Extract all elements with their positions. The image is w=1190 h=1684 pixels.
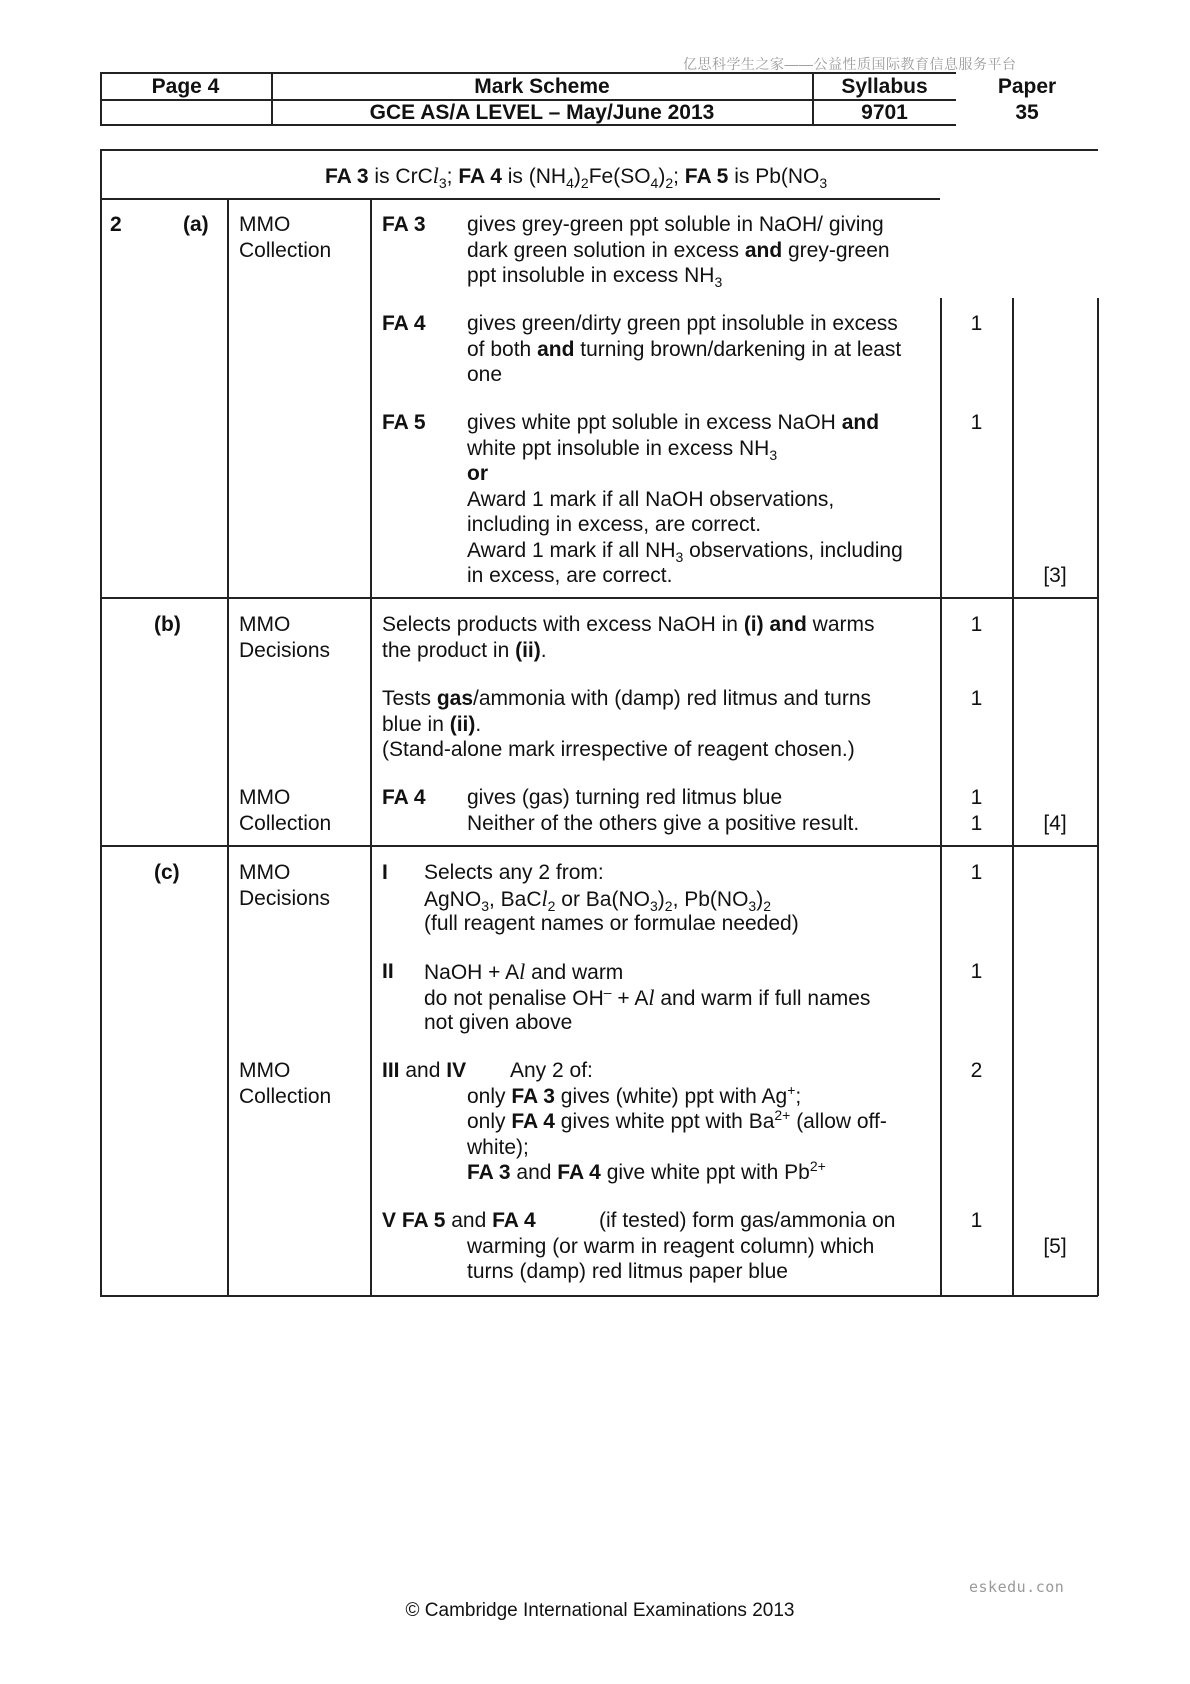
a-fa4-mark: 1 bbox=[970, 312, 983, 335]
a-fa4-line-3: one bbox=[467, 363, 503, 386]
a-fa5-line-1: gives white ppt soluble in excess NaOH and bbox=[467, 411, 880, 434]
c-i-line-2: AgNO$_3$, BaCl$_2$ or $Ba(NO_3)_2$, $Pb(NO_3)_2$ bbox=[424, 885, 772, 914]
c-i-label: I bbox=[382, 861, 388, 884]
c-ii-line-3: not given above bbox=[424, 1011, 573, 1034]
c-i-mark: 1 bbox=[970, 861, 983, 884]
part-a-skill-1: MMO bbox=[239, 213, 291, 236]
c-iii-iv-label: III and IV bbox=[382, 1059, 467, 1082]
a-fa3-label: FA 3 bbox=[382, 213, 426, 236]
part-c-skill-1: MMO bbox=[239, 861, 291, 884]
syllabus-label: Syllabus bbox=[841, 75, 928, 98]
b-mark-3: 1 bbox=[970, 786, 983, 809]
b-line-5: (Stand-alone mark irrespective of reagent chosen.) bbox=[382, 738, 855, 761]
c-i-line-3: (full reagent names or formulae needed) bbox=[424, 912, 799, 935]
c-ii-line-2: do not penalise OH– + Al and warm if full names bbox=[424, 983, 871, 1010]
part-b-label: (b) bbox=[154, 613, 181, 636]
watermark-top: 亿思科学生之家——公益性质国际教育信息服务平台 bbox=[683, 56, 1017, 72]
part-c-skill-2: Decisions bbox=[239, 886, 331, 910]
watermark-bottom: eskedu.con bbox=[969, 1578, 1065, 1596]
a-fa4-line-1: gives green/dirty green ppt insoluble in excess bbox=[467, 312, 898, 335]
b-line-1: Selects products with excess NaOH in (i) and warms bbox=[382, 613, 875, 636]
c-iii-mark: 2 bbox=[970, 1059, 983, 1082]
part-c-skill-4: Collection bbox=[239, 1084, 332, 1108]
paper-label: Paper bbox=[997, 75, 1057, 98]
c-ii-mark: 1 bbox=[970, 960, 983, 983]
b-line-3: Tests gas/ammonia with (damp) red litmus and turns bbox=[382, 687, 872, 710]
c-v-mark: 1 bbox=[970, 1209, 983, 1232]
a-fa5-mark: 1 bbox=[970, 411, 983, 434]
part-c-label: (c) bbox=[154, 861, 180, 884]
a-fa3-line-2: dark green solution in excess and grey-green bbox=[467, 238, 890, 262]
a-fa5-line-5: including in excess, are correct. bbox=[467, 513, 762, 536]
c-iii-line-5: FA 3 and FA 4 give white ppt with $Pb^{2+}$ bbox=[467, 1158, 826, 1184]
c-ii-label: II bbox=[382, 960, 394, 983]
document-title: Mark Scheme bbox=[474, 75, 610, 98]
syllabus-value: 9701 bbox=[861, 101, 908, 124]
a-total: [3] bbox=[1043, 564, 1067, 587]
b-total: [4] bbox=[1043, 811, 1067, 835]
paper-value: 35 bbox=[1015, 101, 1039, 124]
intro-formulae: FA 3 is CrCl$_3$; FA 4 is $(NH_4)_2Fe(SO_4)_2$; FA 5 is $Pb(NO_3$ bbox=[325, 163, 828, 192]
b-fa4-line-2: Neither of the others give a positive result. bbox=[467, 811, 860, 835]
a-fa5-line-6: Award 1 mark if all $NH_3$ observations, including bbox=[467, 538, 903, 565]
c-iii-any: Any 2 of: bbox=[510, 1059, 593, 1082]
b-line-4: blue in (ii). bbox=[382, 712, 482, 736]
c-ii-line-1: NaOH + Al and warm bbox=[424, 959, 624, 984]
c-v-line-3: turns (damp) red litmus paper blue bbox=[467, 1260, 788, 1283]
a-fa5-or: or bbox=[467, 462, 488, 485]
c-v-line-1: (if tested) form gas/ammonia on bbox=[599, 1209, 896, 1232]
c-total: [5] bbox=[1043, 1234, 1067, 1258]
c-i-line-1: Selects any 2 from: bbox=[424, 861, 604, 884]
b-fa4-line-1: gives (gas) turning red litmus blue bbox=[467, 786, 783, 809]
copyright-footer: © Cambridge International Examinations 2013 bbox=[405, 1600, 795, 1621]
a-fa3-line-3: ppt insoluble in excess $NH_3$ bbox=[467, 264, 723, 291]
part-b-skill-1: MMO bbox=[239, 613, 291, 636]
a-fa4-label: FA 4 bbox=[382, 312, 426, 335]
page-number: Page 4 bbox=[151, 75, 220, 98]
c-iii-line-2: only FA 3 gives (white) ppt with Ag+; bbox=[467, 1081, 802, 1108]
a-fa3-line-1: gives grey-green ppt soluble in NaOH/ giving bbox=[467, 213, 884, 236]
b-mark-1: 1 bbox=[970, 613, 983, 636]
part-a-skill-2: Collection bbox=[239, 238, 332, 262]
a-fa5-line-7: in excess, are correct. bbox=[467, 564, 673, 587]
a-fa5-line-2: white ppt insoluble in excess $NH_3$ bbox=[467, 436, 778, 463]
a-fa4-line-2: of both and turning brown/darkening in at least bbox=[467, 337, 902, 361]
b-mark-2: 1 bbox=[970, 687, 983, 710]
document-subtitle: GCE AS/A LEVEL – May/June 2013 bbox=[369, 101, 715, 124]
a-fa5-label: FA 5 bbox=[382, 411, 426, 434]
b-line-2: the product in (ii). bbox=[382, 638, 547, 662]
c-iii-line-3: only FA 4 gives white ppt with $Ba^{2+}$ (allow off- bbox=[467, 1107, 887, 1133]
c-v-line-2: warming (or warm in reagent column) which bbox=[467, 1234, 875, 1258]
question-number: 2 bbox=[110, 213, 122, 236]
part-c-skill-3: MMO bbox=[239, 1059, 291, 1082]
b-mark-4: 1 bbox=[970, 811, 983, 835]
part-b-skill-3: MMO bbox=[239, 786, 291, 809]
part-a-label: (a) bbox=[183, 213, 209, 236]
c-iii-line-4: white); bbox=[467, 1135, 529, 1159]
b-fa4-label: FA 4 bbox=[382, 786, 426, 809]
c-v-label: V FA 5 and FA 4 bbox=[382, 1209, 536, 1232]
part-b-skill-2: Decisions bbox=[239, 638, 331, 662]
a-fa5-line-4: Award 1 mark if all NaOH observations, bbox=[467, 487, 835, 511]
part-b-skill-4: Collection bbox=[239, 811, 332, 835]
